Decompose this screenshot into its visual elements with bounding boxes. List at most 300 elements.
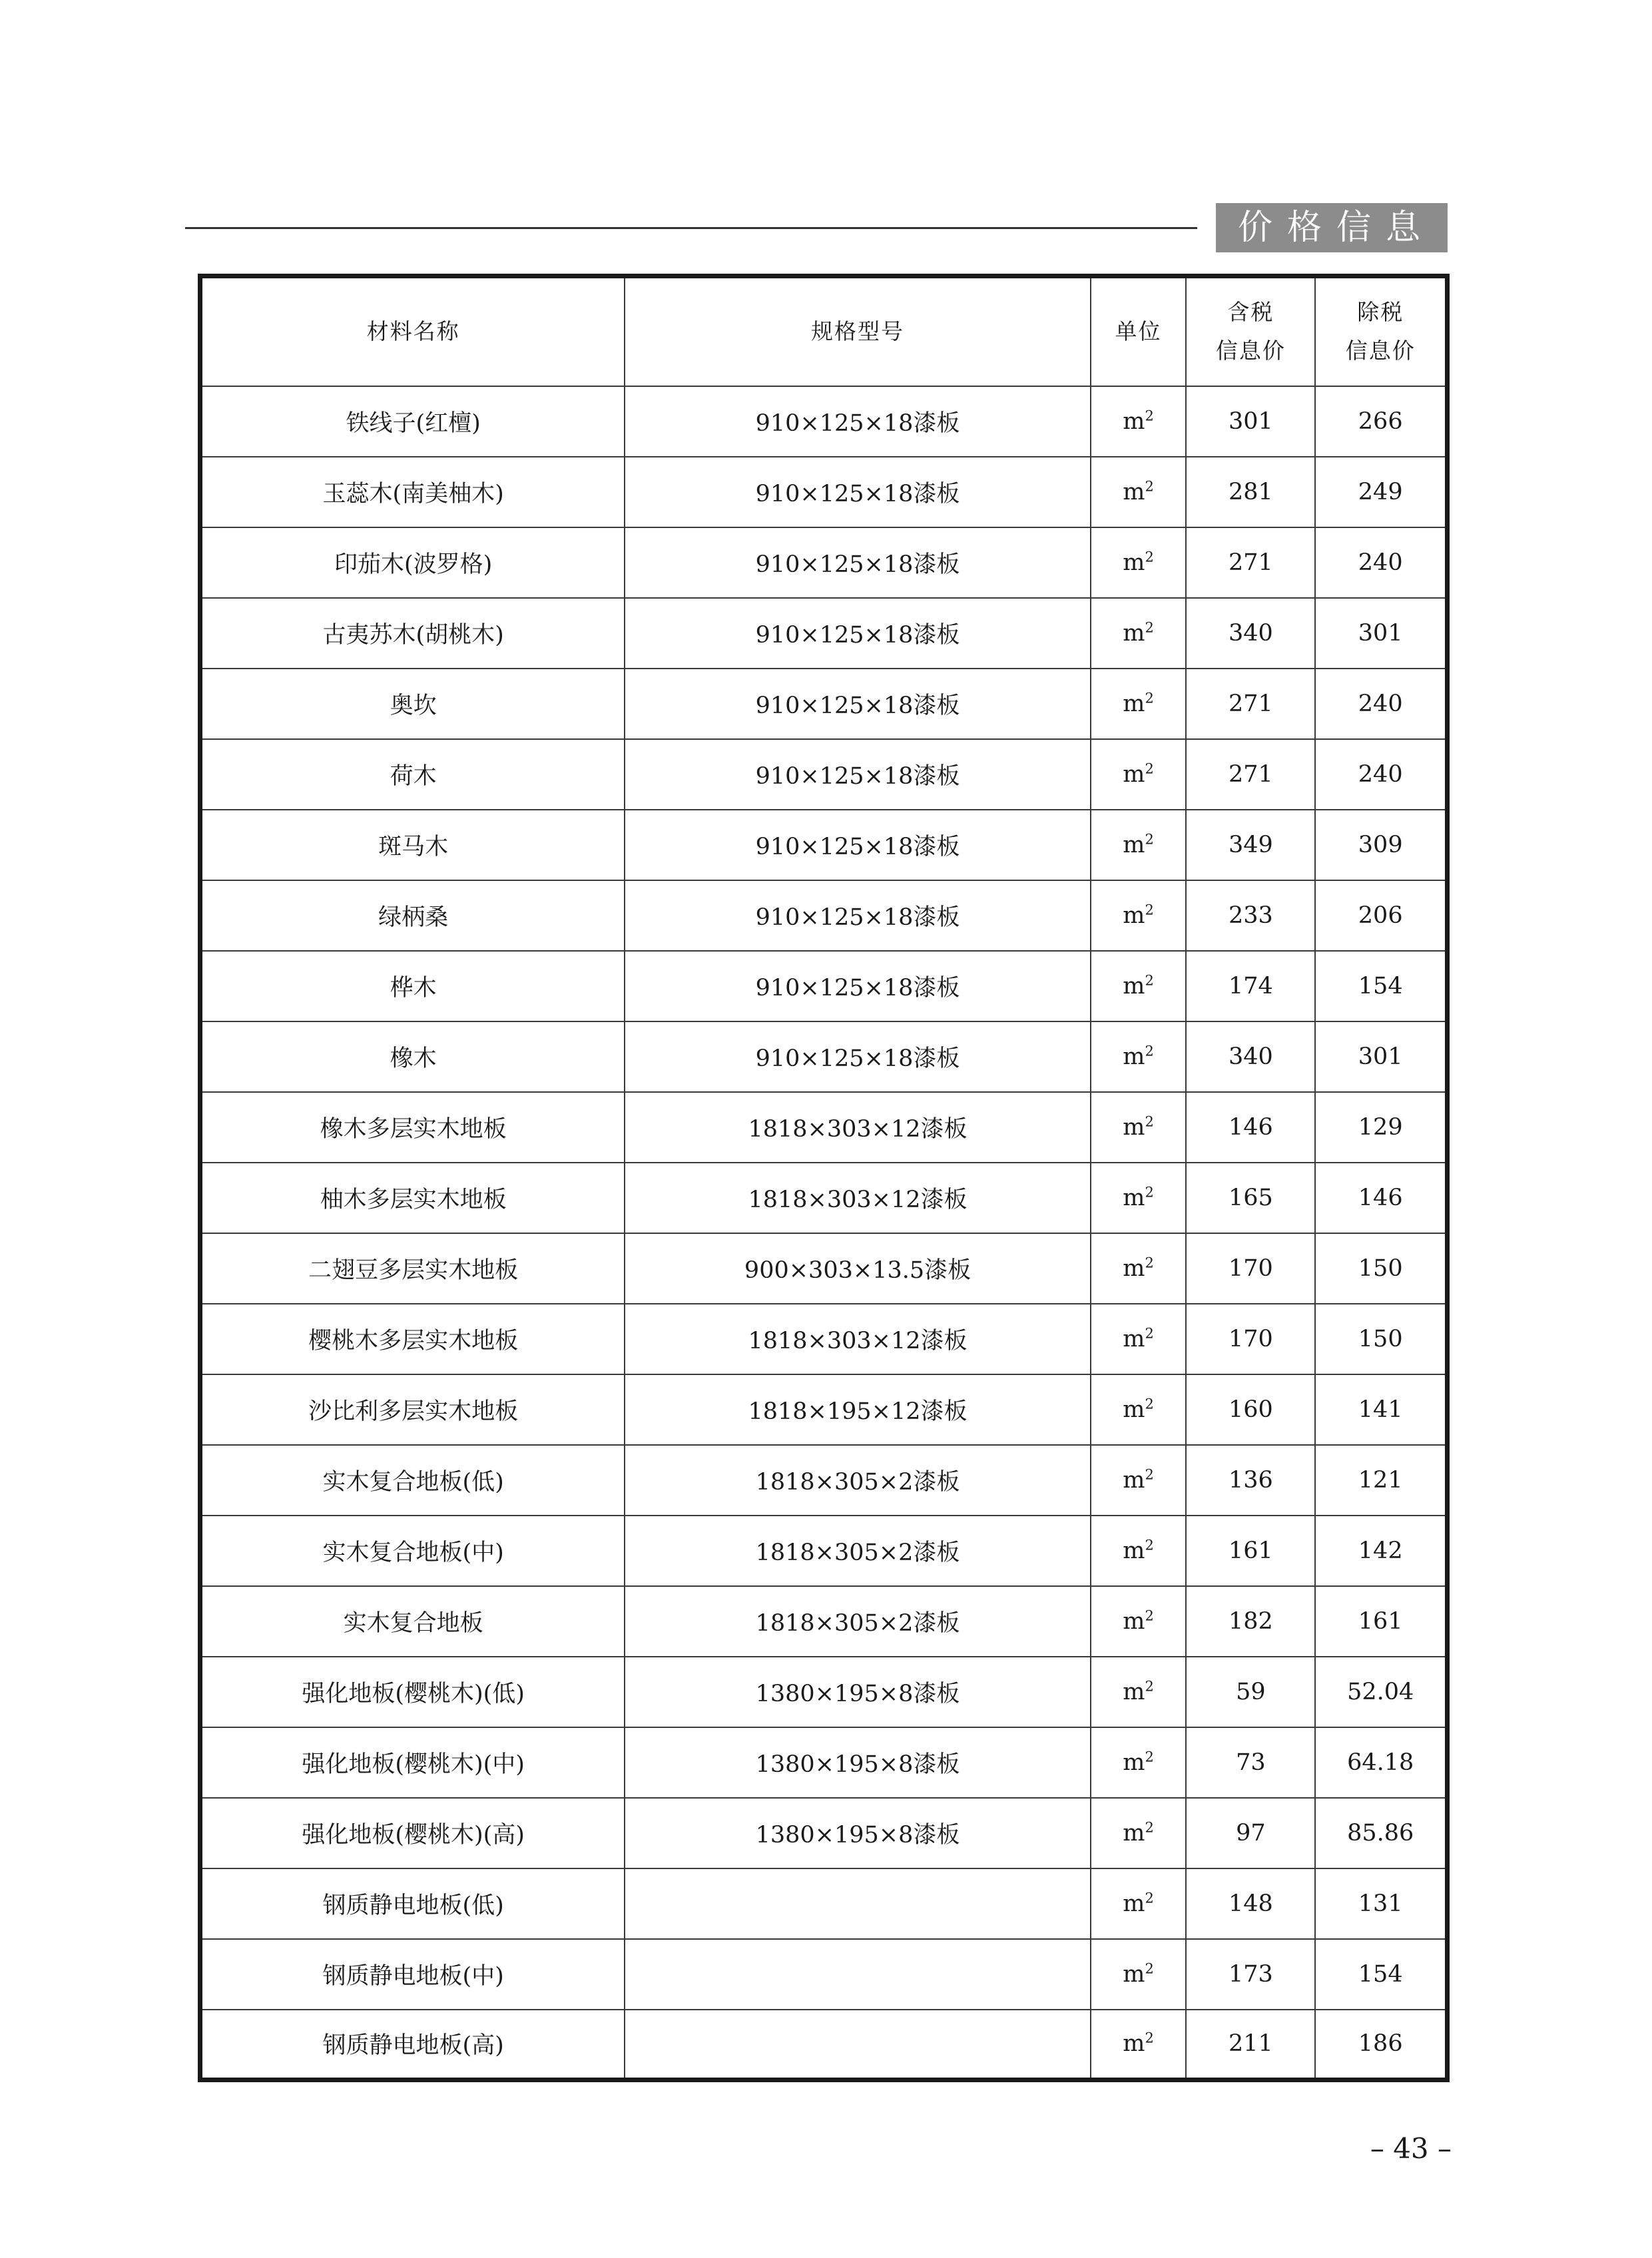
- cell-spec: [625, 2010, 1090, 2080]
- cell-price-notax-text: 131: [1358, 1890, 1403, 1917]
- cell-name: [200, 1939, 625, 2010]
- cell-name-text: 二翅豆多层实木地板: [308, 1257, 519, 1284]
- cell-unit-text: m: [1123, 1960, 1145, 1988]
- cell-unit-text: m: [1123, 760, 1145, 788]
- unit-superscript: 2: [1145, 1819, 1154, 1835]
- cell-spec: [625, 527, 1090, 598]
- cell-name: [200, 1233, 625, 1304]
- cell-price-notax-text: 141: [1358, 1396, 1403, 1423]
- cell-name-text: 强化地板(樱桃木)(低): [302, 1680, 525, 1707]
- cell-price-tax: [1186, 1727, 1315, 1798]
- cell-price-tax-text: 301: [1228, 408, 1273, 435]
- cell-name-text: 柚木多层实木地板: [320, 1186, 507, 1213]
- cell-name: [200, 1798, 625, 1868]
- cell-spec: [625, 1727, 1090, 1798]
- cell-name-text: 实木复合地板(中): [322, 1539, 504, 1566]
- cell-name: [200, 2010, 625, 2080]
- cell-price-tax-text: 170: [1228, 1325, 1273, 1352]
- cell-price-notax: [1315, 1516, 1447, 1586]
- cell-spec-text: 910×125×18漆板: [755, 1045, 960, 1072]
- table-row: [200, 669, 1448, 739]
- cell-price-notax: [1315, 810, 1447, 880]
- unit-superscript: 2: [1145, 1677, 1154, 1694]
- cell-name-text: 钢质静电地板(低): [322, 1892, 504, 1919]
- table-row: [200, 951, 1448, 1021]
- cell-price-tax: [1186, 880, 1315, 951]
- cell-spec-text: 910×125×18漆板: [755, 904, 960, 931]
- cell-unit: [1091, 1233, 1187, 1304]
- cell-name-text: 铁线子(红檀): [346, 410, 481, 437]
- cell-price-tax: [1186, 2010, 1315, 2080]
- cell-price-notax: [1315, 1939, 1447, 2010]
- cell-unit: [1091, 951, 1187, 1021]
- cell-spec: [625, 1657, 1090, 1727]
- cell-unit: [1091, 1304, 1187, 1374]
- cell-unit: [1091, 810, 1187, 880]
- cell-price-tax-text: 160: [1228, 1396, 1273, 1423]
- cell-price-tax: [1186, 1939, 1315, 2010]
- cell-price-notax: [1315, 1445, 1447, 1516]
- cell-spec: [625, 1798, 1090, 1868]
- cell-price-tax-text: 349: [1228, 831, 1273, 858]
- cell-name-text: 玉蕊木(南美柚木): [322, 480, 504, 507]
- cell-price-tax-text: 161: [1228, 1537, 1273, 1564]
- table-row: [200, 1586, 1448, 1657]
- cell-price-tax: [1186, 1092, 1315, 1163]
- cell-name-text: 实木复合地板(低): [322, 1468, 504, 1496]
- cell-name-text: 强化地板(樱桃木)(中): [302, 1751, 525, 1778]
- cell-name: [200, 598, 625, 669]
- cell-price-notax: [1315, 598, 1447, 669]
- cell-name-text: 实木复合地板: [343, 1609, 483, 1637]
- cell-price-tax: [1186, 386, 1315, 457]
- cell-unit-text: m: [1123, 1255, 1145, 1282]
- unit-superscript: 2: [1145, 1607, 1154, 1623]
- table-row: [200, 1304, 1448, 1374]
- cell-price-notax-text: 142: [1358, 1537, 1403, 1564]
- page-number: – 43 –: [1370, 2132, 1452, 2165]
- cell-name-text: 印茄木(波罗格): [334, 551, 493, 578]
- unit-superscript: 2: [1145, 1748, 1154, 1765]
- unit-superscript: 2: [1145, 1183, 1154, 1200]
- cell-price-tax: [1186, 1374, 1315, 1445]
- table-row: [200, 1727, 1448, 1798]
- cell-spec: [625, 598, 1090, 669]
- cell-spec: [625, 951, 1090, 1021]
- unit-superscript: 2: [1145, 1324, 1154, 1341]
- cell-price-notax: [1315, 386, 1447, 457]
- cell-spec: [625, 1516, 1090, 1586]
- cell-price-notax: [1315, 739, 1447, 810]
- table-row: [200, 1233, 1448, 1304]
- cell-spec: [625, 1233, 1090, 1304]
- cell-price-notax: [1315, 1163, 1447, 1233]
- cell-price-tax-text: 211: [1228, 2030, 1273, 2058]
- cell-spec: [625, 1304, 1090, 1374]
- unit-superscript: 2: [1145, 901, 1154, 918]
- cell-unit: [1091, 1516, 1187, 1586]
- cell-unit-text: m: [1123, 902, 1145, 929]
- cell-spec-text: 910×125×18漆板: [755, 833, 960, 860]
- table-row: [200, 386, 1448, 457]
- cell-unit-text: m: [1123, 408, 1145, 435]
- table-row: [200, 1021, 1448, 1092]
- cell-spec-text: 1818×303×12漆板: [748, 1115, 967, 1143]
- cell-unit-text: m: [1123, 478, 1145, 505]
- cell-price-notax-text: 121: [1358, 1466, 1403, 1494]
- unit-superscript: 2: [1145, 1042, 1154, 1059]
- cell-price-notax-text: 161: [1358, 1607, 1403, 1635]
- cell-price-notax-text: 154: [1358, 972, 1403, 999]
- cell-price-tax: [1186, 527, 1315, 598]
- cell-name: [200, 1021, 625, 1092]
- cell-spec-text: 1380×195×8漆板: [755, 1751, 960, 1778]
- cell-unit-text: m: [1123, 1890, 1145, 1917]
- cell-spec: [625, 1163, 1090, 1233]
- cell-unit-text: m: [1123, 1184, 1145, 1211]
- unit-superscript: 2: [1145, 2030, 1154, 2046]
- cell-name-text: 钢质静电地板(高): [322, 2032, 504, 2060]
- cell-price-tax: [1186, 598, 1315, 669]
- unit-superscript: 2: [1145, 1960, 1154, 1976]
- cell-spec: [625, 1868, 1090, 1939]
- table-row: [200, 598, 1448, 669]
- cell-price-tax-text: 97: [1236, 1819, 1266, 1846]
- cell-spec-text: 1380×195×8漆板: [755, 1680, 960, 1707]
- cell-spec-text: 1818×305×2漆板: [755, 1609, 960, 1637]
- cell-unit-text: m: [1123, 1325, 1145, 1352]
- cell-unit: [1091, 739, 1187, 810]
- header-rule: [185, 227, 1197, 229]
- table-row: [200, 1868, 1448, 1939]
- header-spec: 规格型号: [625, 276, 1090, 386]
- table-row: [200, 1798, 1448, 1868]
- unit-superscript: 2: [1145, 830, 1154, 847]
- cell-unit-text: m: [1123, 1607, 1145, 1635]
- unit-superscript: 2: [1145, 1466, 1154, 1482]
- cell-unit: [1091, 1445, 1187, 1516]
- cell-spec: [625, 1586, 1090, 1657]
- table-row: [200, 1092, 1448, 1163]
- cell-spec-text: 910×125×18漆板: [755, 762, 960, 790]
- cell-name-text: 荷木: [390, 762, 437, 790]
- cell-price-notax-text: 240: [1358, 760, 1403, 788]
- cell-spec-text: 1818×303×12漆板: [748, 1186, 967, 1213]
- cell-price-tax: [1186, 1516, 1315, 1586]
- cell-spec-text: 910×125×18漆板: [755, 480, 960, 507]
- cell-unit-text: m: [1123, 1466, 1145, 1494]
- cell-price-tax-text: 340: [1228, 1043, 1273, 1070]
- cell-price-notax-text: 309: [1358, 831, 1403, 858]
- cell-name: [200, 739, 625, 810]
- cell-price-tax: [1186, 1798, 1315, 1868]
- cell-price-notax-text: 266: [1358, 408, 1403, 435]
- unit-superscript: 2: [1145, 972, 1154, 988]
- cell-unit-text: m: [1123, 2030, 1145, 2058]
- unit-superscript: 2: [1145, 1113, 1154, 1129]
- cell-unit: [1091, 1657, 1187, 1727]
- cell-name-text: 樱桃木多层实木地板: [308, 1327, 519, 1354]
- cell-unit-text: m: [1123, 1749, 1145, 1776]
- header-price-tax-line1: 含税: [1227, 299, 1274, 326]
- cell-unit-text: m: [1123, 1819, 1145, 1846]
- unit-superscript: 2: [1145, 1254, 1154, 1270]
- table-row: [200, 1374, 1448, 1445]
- cell-spec-text: 910×125×18漆板: [755, 410, 960, 437]
- cell-name-text: 橡木多层实木地板: [320, 1115, 507, 1143]
- cell-unit: [1091, 1727, 1187, 1798]
- cell-name: [200, 457, 625, 527]
- unit-superscript: 2: [1145, 760, 1154, 776]
- cell-price-notax-text: 301: [1358, 619, 1403, 647]
- cell-price-tax-text: 146: [1228, 1113, 1273, 1141]
- cell-unit-text: m: [1123, 1537, 1145, 1564]
- cell-name: [200, 1163, 625, 1233]
- cell-name: [200, 1445, 625, 1516]
- cell-price-notax: [1315, 1657, 1447, 1727]
- unit-superscript: 2: [1145, 1889, 1154, 1906]
- cell-spec: [625, 386, 1090, 457]
- table-row: [200, 1163, 1448, 1233]
- table-row: [200, 810, 1448, 880]
- cell-name: [200, 1374, 625, 1445]
- cell-unit: [1091, 1374, 1187, 1445]
- cell-name-text: 斑马木: [378, 833, 449, 860]
- cell-spec: [625, 1092, 1090, 1163]
- cell-price-tax-text: 271: [1228, 690, 1273, 717]
- cell-unit: [1091, 1092, 1187, 1163]
- header-price-tax: [1186, 276, 1315, 386]
- cell-spec-text: 1818×305×2漆板: [755, 1539, 960, 1566]
- cell-price-notax: [1315, 1868, 1447, 1939]
- cell-spec: [625, 669, 1090, 739]
- unit-superscript: 2: [1145, 548, 1154, 565]
- cell-name-text: 古夷苏木(胡桃木): [322, 621, 504, 649]
- cell-unit: [1091, 1021, 1187, 1092]
- cell-price-notax-text: 85.86: [1347, 1819, 1414, 1846]
- cell-name-text: 沙比利多层实木地板: [308, 1398, 519, 1425]
- cell-spec-text: 910×125×18漆板: [755, 692, 960, 719]
- cell-price-tax-text: 73: [1236, 1749, 1266, 1776]
- cell-price-tax-text: 271: [1228, 549, 1273, 576]
- cell-price-notax-text: 146: [1358, 1184, 1403, 1211]
- cell-price-notax-text: 301: [1358, 1043, 1403, 1070]
- cell-price-tax-text: 271: [1228, 760, 1273, 788]
- cell-spec: [625, 1445, 1090, 1516]
- cell-name-text: 钢质静电地板(中): [322, 1962, 504, 1990]
- table-row: [200, 739, 1448, 810]
- cell-unit: [1091, 669, 1187, 739]
- cell-price-notax: [1315, 1374, 1447, 1445]
- cell-price-notax-text: 64.18: [1347, 1749, 1414, 1776]
- cell-price-notax: [1315, 880, 1447, 951]
- header-price-notax-line1: 除税: [1357, 299, 1404, 326]
- cell-price-notax-text: 186: [1358, 2030, 1403, 2058]
- cell-price-notax: [1315, 1798, 1447, 1868]
- cell-spec: [625, 810, 1090, 880]
- cell-price-tax-text: 174: [1228, 972, 1273, 999]
- cell-name-text: 橡木: [390, 1045, 437, 1072]
- cell-name-text: 桦木: [390, 974, 437, 1001]
- cell-name-text: 强化地板(樱桃木)(高): [302, 1821, 525, 1848]
- header-price-notax-line2: 信息价: [1345, 338, 1416, 364]
- cell-price-tax: [1186, 739, 1315, 810]
- table-row: [200, 1657, 1448, 1727]
- cell-price-notax-text: 206: [1358, 902, 1403, 929]
- cell-price-tax-text: 59: [1236, 1678, 1266, 1705]
- cell-price-tax-text: 165: [1228, 1184, 1273, 1211]
- table-row: [200, 527, 1448, 598]
- cell-price-tax: [1186, 1445, 1315, 1516]
- header-unit: 单位: [1091, 276, 1187, 386]
- cell-price-notax-text: 240: [1358, 549, 1403, 576]
- unit-superscript: 2: [1145, 619, 1154, 635]
- cell-unit-text: m: [1123, 549, 1145, 576]
- cell-name: [200, 1868, 625, 1939]
- cell-price-notax-text: 150: [1358, 1325, 1403, 1352]
- cell-price-tax: [1186, 1021, 1315, 1092]
- cell-price-notax: [1315, 527, 1447, 598]
- cell-price-tax-text: 136: [1228, 1466, 1273, 1494]
- cell-name: [200, 1516, 625, 1586]
- unit-superscript: 2: [1145, 477, 1154, 494]
- cell-price-tax: [1186, 1163, 1315, 1233]
- cell-price-tax-text: 281: [1228, 478, 1273, 505]
- cell-price-notax: [1315, 669, 1447, 739]
- cell-name: [200, 527, 625, 598]
- unit-superscript: 2: [1145, 1395, 1154, 1412]
- cell-price-notax-text: 52.04: [1347, 1678, 1414, 1705]
- cell-spec: [625, 880, 1090, 951]
- cell-unit: [1091, 1939, 1187, 2010]
- cell-price-tax-text: 233: [1228, 902, 1273, 929]
- table-header-row: [200, 276, 1448, 386]
- cell-name: [200, 1304, 625, 1374]
- cell-price-notax: [1315, 951, 1447, 1021]
- cell-spec-text: 1818×195×12漆板: [748, 1398, 967, 1425]
- cell-spec-text: 910×125×18漆板: [755, 974, 960, 1001]
- cell-price-tax: [1186, 1586, 1315, 1657]
- cell-price-tax: [1186, 669, 1315, 739]
- cell-price-notax: [1315, 1304, 1447, 1374]
- cell-unit-text: m: [1123, 690, 1145, 717]
- cell-price-notax-text: 154: [1358, 1960, 1403, 1988]
- cell-spec: [625, 739, 1090, 810]
- cell-spec-text: 1380×195×8漆板: [755, 1821, 960, 1848]
- cell-unit-text: m: [1123, 1396, 1145, 1423]
- cell-spec: [625, 457, 1090, 527]
- cell-unit: [1091, 1868, 1187, 1939]
- cell-price-notax: [1315, 1586, 1447, 1657]
- cell-spec: [625, 1374, 1090, 1445]
- cell-price-notax-text: 129: [1358, 1113, 1403, 1141]
- cell-spec: [625, 1939, 1090, 2010]
- cell-name: [200, 669, 625, 739]
- cell-price-tax-text: 340: [1228, 619, 1273, 647]
- cell-price-notax: [1315, 2010, 1447, 2080]
- unit-superscript: 2: [1145, 407, 1154, 423]
- unit-superscript: 2: [1145, 1536, 1154, 1553]
- table-row: [200, 1939, 1448, 2010]
- table-row: [200, 1516, 1448, 1586]
- cell-price-notax-text: 249: [1358, 478, 1403, 505]
- cell-spec-text: 1818×305×2漆板: [755, 1468, 960, 1496]
- table-row: [200, 457, 1448, 527]
- cell-unit: [1091, 2010, 1187, 2080]
- cell-unit: [1091, 598, 1187, 669]
- section-title: 价格信息: [1216, 203, 1448, 252]
- cell-spec-text: 910×125×18漆板: [755, 551, 960, 578]
- cell-price-notax: [1315, 1021, 1447, 1092]
- cell-price-tax-text: 182: [1228, 1607, 1273, 1635]
- cell-price-notax: [1315, 457, 1447, 527]
- cell-name: [200, 1092, 625, 1163]
- cell-spec-text: 1818×303×12漆板: [748, 1327, 967, 1354]
- cell-unit: [1091, 1163, 1187, 1233]
- cell-spec: [625, 1021, 1090, 1092]
- cell-unit: [1091, 527, 1187, 598]
- cell-name: [200, 1657, 625, 1727]
- cell-name-text: 绿柄桑: [378, 904, 449, 931]
- cell-price-notax-text: 150: [1358, 1255, 1403, 1282]
- cell-spec-text: 900×303×13.5漆板: [744, 1257, 971, 1284]
- price-table: [198, 274, 1450, 2082]
- cell-price-notax: [1315, 1233, 1447, 1304]
- cell-price-tax: [1186, 951, 1315, 1021]
- cell-price-tax: [1186, 810, 1315, 880]
- cell-price-tax: [1186, 1233, 1315, 1304]
- cell-price-tax: [1186, 457, 1315, 527]
- cell-unit: [1091, 1586, 1187, 1657]
- cell-spec-text: 910×125×18漆板: [755, 621, 960, 649]
- cell-unit: [1091, 880, 1187, 951]
- cell-price-tax: [1186, 1304, 1315, 1374]
- cell-unit: [1091, 386, 1187, 457]
- cell-name: [200, 386, 625, 457]
- cell-name: [200, 810, 625, 880]
- cell-price-tax-text: 148: [1228, 1890, 1273, 1917]
- unit-superscript: 2: [1145, 689, 1154, 706]
- cell-name-text: 奥坎: [390, 692, 437, 719]
- table-body: [200, 386, 1448, 2080]
- cell-name: [200, 880, 625, 951]
- cell-price-tax: [1186, 1657, 1315, 1727]
- cell-price-tax-text: 173: [1228, 1960, 1273, 1988]
- cell-unit: [1091, 457, 1187, 527]
- cell-price-tax-text: 170: [1228, 1255, 1273, 1282]
- cell-unit-text: m: [1123, 1043, 1145, 1070]
- cell-name: [200, 951, 625, 1021]
- cell-price-notax: [1315, 1727, 1447, 1798]
- cell-unit-text: m: [1123, 972, 1145, 999]
- cell-price-notax: [1315, 1092, 1447, 1163]
- header-price-tax-line2: 信息价: [1215, 338, 1286, 364]
- header-name: 材料名称: [200, 276, 625, 386]
- cell-name: [200, 1586, 625, 1657]
- cell-price-tax: [1186, 1868, 1315, 1939]
- cell-price-notax-text: 240: [1358, 690, 1403, 717]
- cell-unit: [1091, 1798, 1187, 1868]
- cell-unit-text: m: [1123, 1113, 1145, 1141]
- table-row: [200, 2010, 1448, 2080]
- table-row: [200, 880, 1448, 951]
- table-row: [200, 1445, 1448, 1516]
- cell-unit-text: m: [1123, 1678, 1145, 1705]
- cell-unit-text: m: [1123, 619, 1145, 647]
- cell-unit-text: m: [1123, 831, 1145, 858]
- cell-name: [200, 1727, 625, 1798]
- header-price-notax: [1315, 276, 1447, 386]
